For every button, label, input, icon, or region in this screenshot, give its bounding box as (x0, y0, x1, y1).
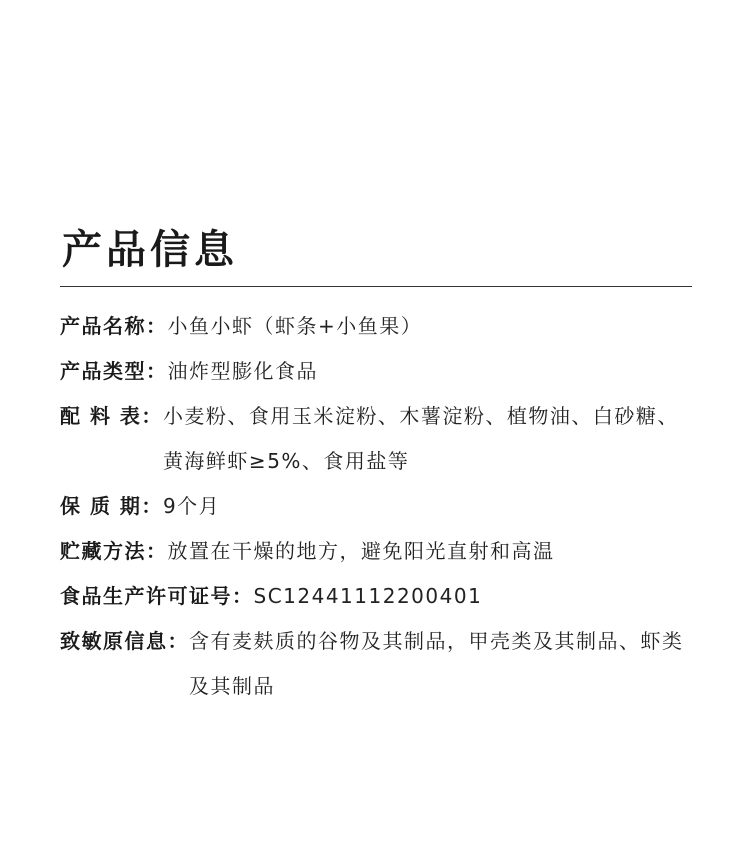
product-type-label: 产品类型： (60, 359, 168, 383)
shelf-life-label: 保 质 期： (60, 494, 163, 518)
product-info-section (60, 222, 692, 287)
ingredients-value: 小麦粉、食用玉米淀粉、木薯淀粉、植物油、白砂糖、黄海鲜虾≥5%、食用盐等 (162, 404, 679, 473)
ingredients-label: 配 料 表： (60, 404, 163, 428)
product-type-value: 油炸型膨化食品 (167, 359, 318, 383)
info-row-ingredients (60, 394, 692, 484)
info-row-shelf-life (60, 484, 692, 529)
shelf-life-value: 9个月 (162, 494, 221, 518)
info-row-storage (60, 529, 692, 574)
info-row-product-type (60, 349, 692, 394)
allergens-label: 致敏原信息： (60, 629, 189, 653)
product-name-value: 小鱼小虾（虾条+小鱼果） (167, 314, 423, 338)
license-value: SC12441112200401 (253, 584, 483, 608)
allergens-value: 含有麦麸质的谷物及其制品，甲壳类及其制品、虾类及其制品 (189, 629, 684, 698)
product-name-label: 产品名称： (60, 314, 168, 338)
info-row-license (60, 574, 692, 619)
license-label: 食品生产许可证号： (60, 584, 254, 608)
product-info-list (60, 304, 692, 709)
info-row-allergens (60, 619, 692, 709)
section-title: 产品信息 (62, 227, 238, 273)
storage-label: 贮藏方法： (60, 539, 168, 563)
storage-value: 放置在干燥的地方，避免阳光直射和高温 (167, 539, 555, 563)
title-divider (60, 286, 692, 287)
info-row-product-name (60, 304, 692, 349)
